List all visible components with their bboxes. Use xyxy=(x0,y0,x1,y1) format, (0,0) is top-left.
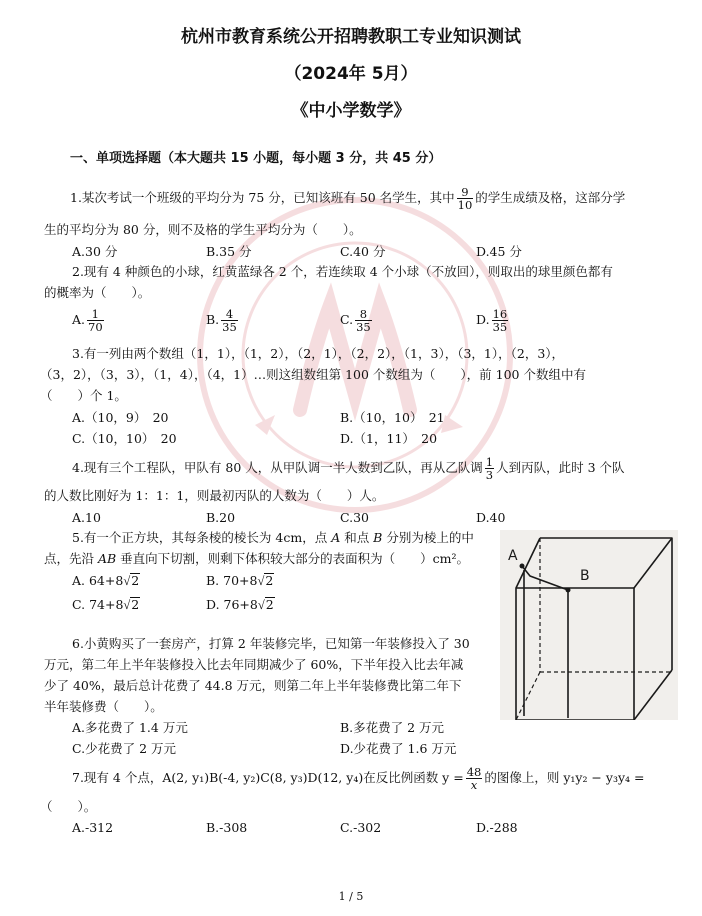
q6-line2: 万元，第二年上半年装修投入比去年同期减少了 60%，下半年投入比去年减 xyxy=(44,657,464,672)
q2-option-b xyxy=(206,308,240,333)
q5-text-e: 垂直向下切割，则剩下体积较大部分的表面积为（ ）cm²。 xyxy=(116,551,470,566)
q5-point-b: B xyxy=(373,530,383,545)
q1-text-b: 的学生成绩及格，这部分学 xyxy=(475,190,626,205)
q5-option-d-radicand: 2 xyxy=(265,597,274,612)
q5-option-b-label: B. 70+8 xyxy=(206,573,258,588)
q2-option-b-den: 35 xyxy=(222,320,237,334)
q7-option-d: D.-288 xyxy=(476,820,518,835)
q1-text-a: 1.某次考试一个班级的平均分为 75 分，已知该班有 50 名学生，其中 xyxy=(70,190,455,205)
exam-date: （2024年 5月） xyxy=(284,64,418,84)
q3-line1: 3.有一列由两个数组（1，1），（1，2），（2，1），（2，2），（1，3），（3，1），（2，3）， xyxy=(72,346,565,361)
q5-line2 xyxy=(44,551,469,567)
q2-line2: 的概率为（ ）。 xyxy=(44,285,151,300)
q2-option-c xyxy=(340,308,374,333)
q3-option-d: D.（1，11） 20 xyxy=(340,431,438,446)
q5-point-a: A xyxy=(331,530,341,545)
q2-option-a-num: 1 xyxy=(87,308,104,321)
q7-text-a: 7.现有 4 个点，A(2, y₁)B(-4, y₂)C(8, y₃)D(12, y₄)在反比例函数 y = xyxy=(72,770,464,785)
q5-text-b: 和点 xyxy=(340,530,374,545)
q5-segment-ab: AB xyxy=(97,551,117,566)
q3-option-c: C.（10，10） 20 xyxy=(72,431,177,446)
q4-fraction xyxy=(485,456,494,481)
q1-frac-num: 9 xyxy=(457,186,474,199)
q2-option-d xyxy=(476,308,510,333)
q5-option-a-radicand: 2 xyxy=(131,573,140,588)
q7-fraction xyxy=(466,766,483,791)
q5-option-d: D. 76+8√2 xyxy=(206,597,274,612)
q1-line2: 生的平均分为 80 分，则不及格的学生平均分为（ ）。 xyxy=(44,222,362,237)
q5-option-a-label: A. 64+8 xyxy=(72,573,124,588)
cube-figure xyxy=(500,530,678,720)
q2-option-b-label: B. xyxy=(206,312,220,327)
q1-option-a: A.30 分 xyxy=(72,244,118,259)
q1-frac-den: 10 xyxy=(457,198,473,212)
q2-option-a-label: A. xyxy=(72,312,86,327)
q2-option-c-num: 8 xyxy=(355,308,372,321)
q7-line2: （ ）。 xyxy=(40,799,97,814)
q4-option-d: D.40 xyxy=(476,510,506,525)
q1-line1 xyxy=(70,186,625,211)
q3-option-b: B.（10，10） 21 xyxy=(340,410,445,425)
q7-line1 xyxy=(72,766,644,791)
q2-option-d-den: 35 xyxy=(492,320,508,334)
q4-text-b: 人到丙队，此时 3 个队 xyxy=(496,460,625,475)
q4-frac-num: 1 xyxy=(485,455,494,469)
q4-frac-den: 3 xyxy=(485,468,494,482)
q5-option-c-radicand: 2 xyxy=(131,597,140,612)
q1-option-b: B.35 分 xyxy=(206,244,252,259)
q5-line1 xyxy=(72,530,474,546)
q5-text-d: 点，先沿 xyxy=(44,551,98,566)
exam-subject: 《中小学数学》 xyxy=(291,101,411,121)
q4-option-b: B.20 xyxy=(206,510,236,525)
q2-option-a-den: 70 xyxy=(88,320,103,334)
q5-option-a: A. 64+8√2 xyxy=(72,573,140,588)
q5-option-c-label: C. 74+8 xyxy=(72,597,124,612)
q5-option-b-radicand: 2 xyxy=(265,573,274,588)
q6-line4: 半年装修费（ ）。 xyxy=(44,699,163,714)
q5-option-d-label: D. 76+8 xyxy=(206,597,258,612)
q2-line1: 2.现有 4 种颜色的小球，红黄蓝绿各 2 个，若连续取 4 个小球（不放回），则取出的球里颜色都有 xyxy=(72,264,613,279)
q3-line3: （ ）个 1。 xyxy=(40,388,127,403)
q7-option-b: B.-308 xyxy=(206,820,248,835)
q4-text-a: 4.现有三个工程队，甲队有 80 人，从甲队调一半人数到乙队，再从乙队调 xyxy=(72,460,483,475)
exam-title: 杭州市教育系统公开招聘教职工专业知识测试 xyxy=(181,27,521,47)
q2-option-d-num: 16 xyxy=(492,307,508,321)
q1-fraction xyxy=(457,186,474,211)
q7-option-c: C.-302 xyxy=(340,820,382,835)
q2-option-b-num: 4 xyxy=(221,308,238,321)
cube-label-b: B xyxy=(580,568,590,584)
q3-line2: （3，2），（3，3），（1，4），（4，1）…则这组数组第 100 个数组为（ ），前 100 个数组中有 xyxy=(40,367,586,382)
q3-option-a: A.（10，9） 20 xyxy=(72,410,169,425)
q2-option-d-label: D. xyxy=(476,312,490,327)
q5-text-c: 分别为棱上的中 xyxy=(382,530,474,545)
section-heading: 一、单项选择题（本大题共 15 小题，每小题 3 分，共 45 分） xyxy=(70,151,442,166)
q6-option-d: D.少花费了 1.6 万元 xyxy=(340,741,457,756)
q5-option-b: B. 70+8√2 xyxy=(206,573,274,588)
q2-option-c-den: 35 xyxy=(356,320,371,334)
q1-option-c: C.40 分 xyxy=(340,244,386,259)
q5-text-a: 5.有一个正方块，其每条棱的棱长为 4cm，点 xyxy=(72,530,332,545)
q6-option-c: C.少花费了 2 万元 xyxy=(72,741,176,756)
q6-option-a: A.多花费了 1.4 万元 xyxy=(72,720,188,735)
q6-line1: 6.小黄购买了一套房产，打算 2 年装修完毕，已知第一年装修投入了 30 xyxy=(72,636,470,651)
q4-option-c: C.30 xyxy=(340,510,369,525)
q7-frac-den: x xyxy=(470,778,478,792)
q2-option-c-label: C. xyxy=(340,312,354,327)
q7-text-b: 的图像上，则 y₁y₂ − y₃y₄ = xyxy=(484,770,645,785)
q4-line1 xyxy=(72,456,625,481)
q1-option-d: D.45 分 xyxy=(476,244,522,259)
page-number: 1 / 5 xyxy=(338,890,364,903)
q6-line3: 少了 40%，最后总计花费了 44.8 万元，则第二年上半年装修费比第二年下 xyxy=(44,678,462,693)
q4-line2: 的人数比刚好为 1：1：1，则最初丙队的人数为（ ）人。 xyxy=(44,488,385,503)
q5-option-c: C. 74+8√2 xyxy=(72,597,140,612)
q2-option-a xyxy=(72,308,106,333)
q4-option-a: A.10 xyxy=(72,510,101,525)
cube-label-a: A xyxy=(508,548,518,564)
q7-option-a: A.-312 xyxy=(72,820,114,835)
q7-frac-num: 48 xyxy=(466,765,482,779)
q6-option-b: B.多花费了 2 万元 xyxy=(340,720,445,735)
